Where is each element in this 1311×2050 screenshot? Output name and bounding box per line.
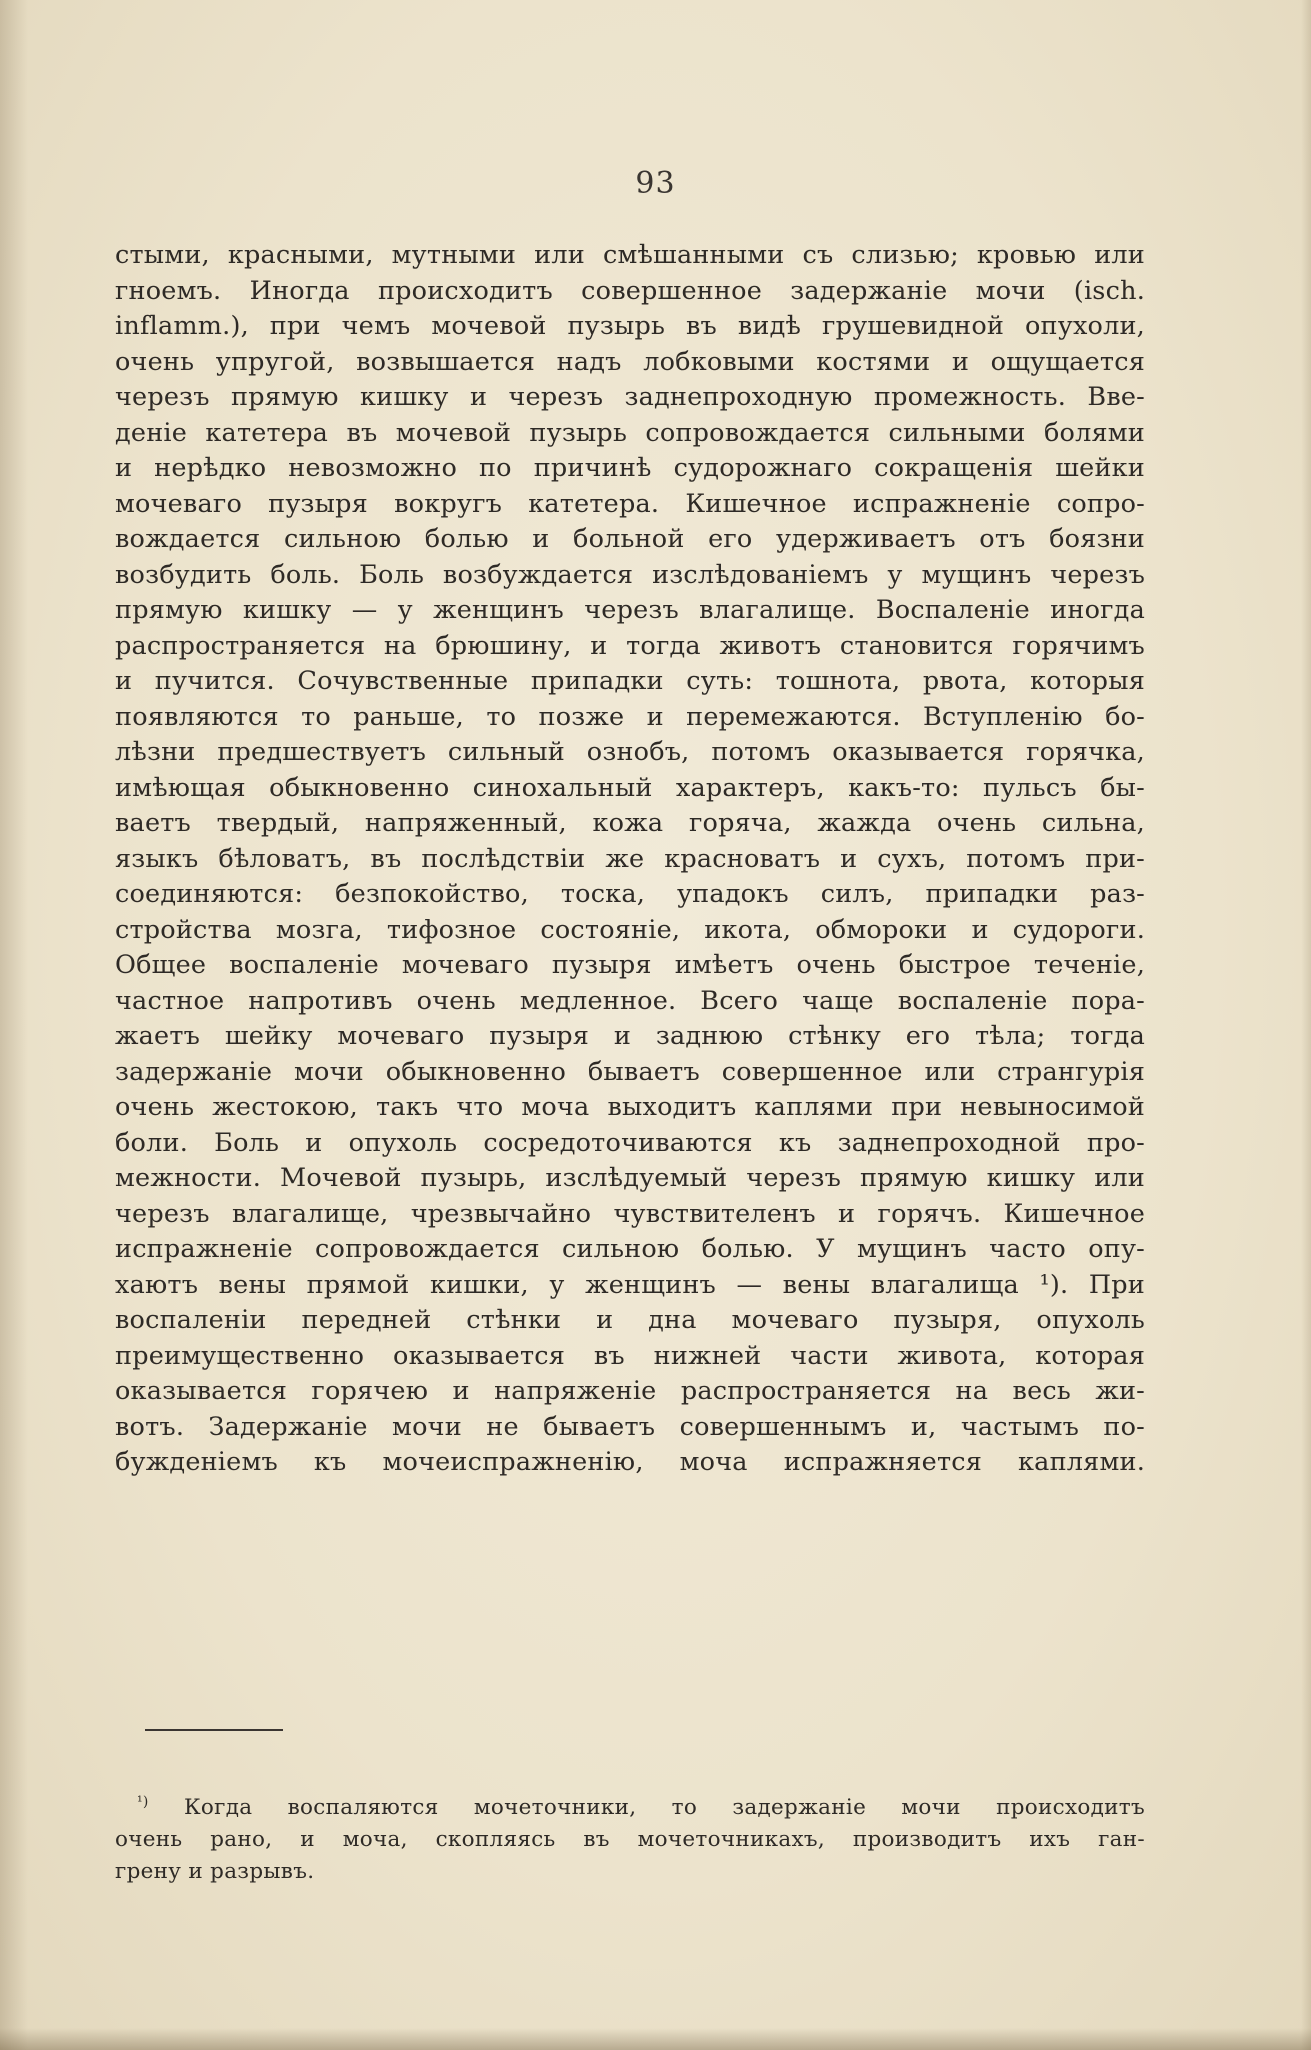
text-line: языкъ бѣловатъ, въ послѣдствіи же красноватъ и сухъ, потомъ при- xyxy=(115,843,1145,874)
text-line: стыми, красными, мутными или смѣшанными съ слизью; кровью или xyxy=(115,240,1145,270)
footnote-line: грену и разрывъ. xyxy=(115,1859,315,1884)
footnote-divider xyxy=(145,1729,283,1731)
text-line: мочеваго пузыря вокругъ катетера. Кишечное испражненіе сопро- xyxy=(115,488,1145,519)
page-spine-shadow xyxy=(0,0,28,2050)
text-line: соединяются: безпокойство, тоска, упадокъ силъ, припадки раз- xyxy=(115,879,1145,909)
text-line: деніе катетера въ мочевой пузырь сопровождается сильными болями xyxy=(115,417,1145,448)
text-line: ваетъ твердый, напряженный, кожа горяча, жажда очень сильна, xyxy=(115,808,1145,838)
text-line: лѣзни предшествуетъ сильный ознобъ, потомъ оказывается горячка, xyxy=(115,737,1145,767)
text-line: гноемъ. Иногда происходитъ совершенное задержаніе мочи (isch. xyxy=(115,275,1145,306)
text-line: стройства мозга, тифозное состояніе, икота, обмороки и судороги. xyxy=(115,914,1145,945)
footnote-line: очень рано, и моча, скопляясь въ мочеточникахъ, производитъ ихъ ган- xyxy=(115,1827,1145,1852)
text-line: очень упругой, возвышается надъ лобковыми костями и ощущается xyxy=(115,346,1145,377)
text-line: имѣющая обыкновенно синохальный характеръ, какъ-то: пульсъ бы- xyxy=(115,772,1145,803)
footnote-text: Когда воспаляются мочеточники, то задержаніе мочи происходитъ xyxy=(183,1795,1145,1820)
text-line: задержаніе мочи обыкновенно бываетъ совершенное или странгурія xyxy=(115,1056,1145,1087)
text-line: черезъ прямую кишку и черезъ заднепроходную промежность. Вве- xyxy=(115,382,1145,412)
text-line: вождается сильною болью и больной его удерживаетъ отъ боязни xyxy=(115,524,1145,554)
text-line: частное напротивъ очень медленное. Всего чаще воспаленіе пора- xyxy=(115,985,1145,1016)
text-line: и пучится. Сочувственные припадки суть: тошнота, рвота, которыя xyxy=(115,666,1145,696)
text-line: черезъ влагалище, чрезвычайно чувствителенъ и горячъ. Кишечное xyxy=(115,1198,1145,1229)
text-line: вотъ. Задержаніе мочи не бываетъ совершеннымъ и, частымъ по- xyxy=(115,1411,1145,1442)
text-line: испражненіе сопровождается сильною болью. У мущинъ часто опу- xyxy=(115,1234,1145,1264)
text-line: распространяется на брюшину, и тогда животъ становится горячимъ xyxy=(115,630,1145,661)
text-line: очень жестокою, такъ что моча выходитъ каплями при невыносимой xyxy=(115,1092,1145,1122)
text-line: хаютъ вены прямой кишки, у женщинъ — вены влагалища ¹). При xyxy=(115,1269,1145,1300)
text-line: возбудить боль. Боль возбуждается изслѣдованіемъ у мущинъ черезъ xyxy=(115,559,1145,590)
text-line: прямую кишку — у женщинъ черезъ влагалище. Воспаленіе иногда xyxy=(115,595,1145,625)
text-line: inflamm.), при чемъ мочевой пузырь въ видѣ грушевидной опухоли, xyxy=(115,311,1145,341)
page-bottom-edge xyxy=(0,2028,1311,2050)
footnote xyxy=(115,1792,1145,1888)
text-line: боли. Боль и опухоль сосредоточиваются къ заднепроходной про- xyxy=(115,1127,1145,1158)
text-line: межности. Мочевой пузырь, изслѣдуемый черезъ прямую кишку или xyxy=(115,1163,1145,1193)
footnote-line-first xyxy=(115,1792,1145,1824)
text-line: и нерѣдко невозможно по причинѣ судорожнаго сокращенія шейки xyxy=(115,453,1145,483)
footnote-marker: ¹) xyxy=(137,1793,149,1810)
page-right-edge xyxy=(1301,0,1311,2050)
body-text xyxy=(115,238,1145,1481)
text-line: оказывается горячею и напряженіе распространяется на весь жи- xyxy=(115,1376,1145,1406)
text-line: жаетъ шейку мочеваго пузыря и заднюю стѣнку его тѣла; тогда xyxy=(115,1021,1145,1051)
text-line: бужденіемъ къ мочеиспражненію, моча испражняется каплями. xyxy=(115,1447,1145,1477)
text-line: появляются то раньше, то позже и перемежаются. Вступленію бо- xyxy=(115,701,1145,732)
text-line: преимущественно оказывается въ нижней части живота, которая xyxy=(115,1340,1145,1371)
text-line: воспаленіи передней стѣнки и дна мочеваго пузыря, опухоль xyxy=(115,1305,1145,1335)
text-line: Общее воспаленіе мочеваго пузыря имѣетъ очень быстрое теченіе, xyxy=(115,950,1145,980)
page-number: 93 xyxy=(635,166,676,201)
